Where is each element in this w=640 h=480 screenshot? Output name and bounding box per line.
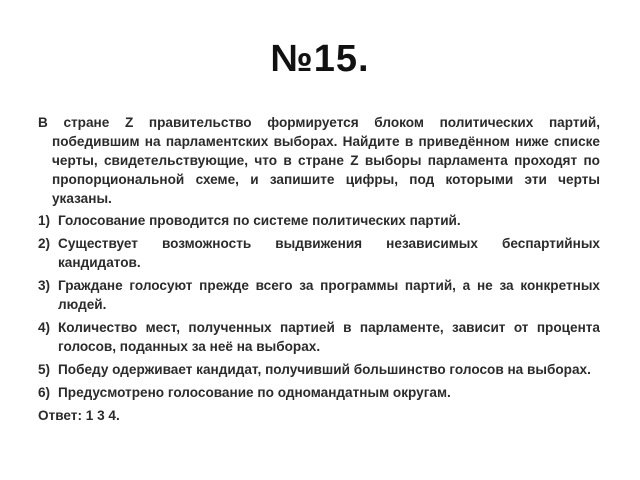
list-item (38, 318, 600, 356)
list-item-number: 6) (38, 385, 51, 400)
list-item (38, 360, 600, 379)
list-item-text: Предусмотрено голосование по одномандатным округам. (58, 385, 451, 400)
list-item (38, 211, 600, 230)
task-content (38, 113, 600, 425)
list-item (38, 383, 600, 402)
list-item-number: 3) (38, 278, 51, 293)
list-item-text: Голосование проводится по системе политических партий. (58, 213, 461, 228)
list-item (38, 276, 600, 314)
list-item-text: Существует возможность выдвижения независимых беспартийных кандидатов. (58, 236, 600, 270)
task-intro: В стране Z правительство формируется блоком политических партий, победившим на парламентских выборах. Найдите в приведённом ниже списке черты, свидетельствующие, что в стране Z выборы парламента проходят по пропорциональной схеме, и запишите цифры, под которыми эти черты указаны. (38, 115, 600, 206)
list-item-number: 1) (38, 213, 51, 228)
list-item-text: Количество мест, полученных партией в парламенте, зависит от процента голосов, поданных за неё на выборах. (58, 320, 600, 354)
list-item-number: 4) (38, 320, 51, 335)
answer-text: Ответ: 1 3 4. (38, 408, 120, 423)
list-item-number: 5) (38, 362, 51, 377)
slide-title: №15. (270, 38, 370, 80)
list-item-text: Граждане голосуют прежде всего за программы партий, а не за конкретных людей. (58, 278, 600, 312)
list-item-text: Победу одерживает кандидат, получивший большинство голосов на выборах. (58, 362, 591, 377)
list-item-number: 2) (38, 236, 51, 251)
list-item (38, 234, 600, 272)
